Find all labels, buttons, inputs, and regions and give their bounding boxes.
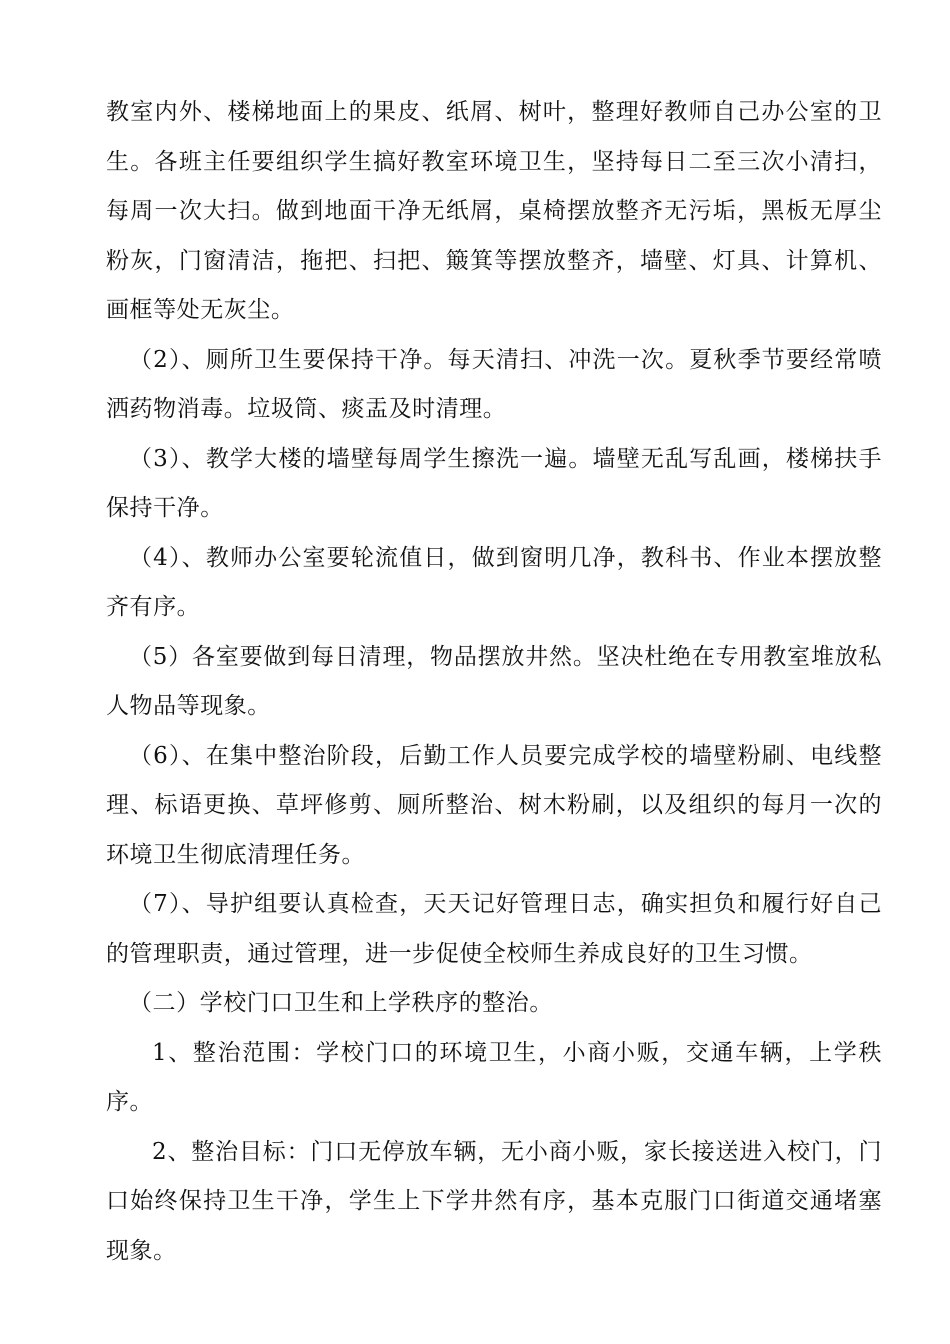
paragraph-goals: 2、整治目标：门口无停放车辆，无小商小贩，家长接送进入校门，门口始终保持卫生干净，学生上下学井然有序，基本克服门口街道交通堵塞现象。 (106, 1138, 882, 1264)
section-heading-school-gate: （二）学校门口卫生和上学秩序的整治。 (129, 990, 553, 1016)
paragraph-scope: 1、整治范围：学校门口的环境卫生，小商小贩，交通车辆，上学秩序。 (106, 1039, 882, 1115)
paragraph-item-7-patrol: （7）、导护组要认真检查，天天记好管理日志，确实担负和履行好自己的管理职责，通过管理，进一步促使全校师生养成良好的卫生习惯。 (106, 891, 882, 967)
paragraph-item-6-logistics: （6）、在集中整治阶段，后勤工作人员要完成学校的墙壁粉刷、电线整理、标语更换、草坪修剪、厕所整治、树木粉刷，以及组织的每月一次的环境卫生彻底清理任务。 (106, 742, 882, 868)
paragraph-item-3-walls: （3）、教学大楼的墙壁每周学生擦洗一遍。墙壁无乱写乱画，楼梯扶手保持干净。 (106, 445, 882, 521)
paragraph-item-5-rooms: （5）各室要做到每日清理，物品摆放井然。坚决杜绝在专用教室堆放私人物品等现象。 (106, 643, 882, 719)
paragraph-item-4-offices: （4）、教师办公室要轮流值日，做到窗明几净，教科书、作业本摆放整齐有序。 (106, 544, 882, 620)
paragraph-item-2-toilets: （2）、厕所卫生要保持干净。每天清扫、冲洗一次。夏秋季节要经常喷洒药物消毒。垃圾筒、痰盂及时清理。 (106, 346, 882, 422)
paragraph-hygiene-standards: 教室内外、楼梯地面上的果皮、纸屑、树叶，整理好教师自己办公室的卫生。各班主任要组织学生搞好教室环境卫生，坚持每日二至三次小清扫，每周一次大扫。做到地面干净无纸屑，桌椅摆放整齐无污垢，黑板无厚尘粉灰，门窗清洁，拖把、扫把、簸箕等摆放整齐，墙壁、灯具、计算机、画框等处无灰尘。 (106, 99, 882, 323)
